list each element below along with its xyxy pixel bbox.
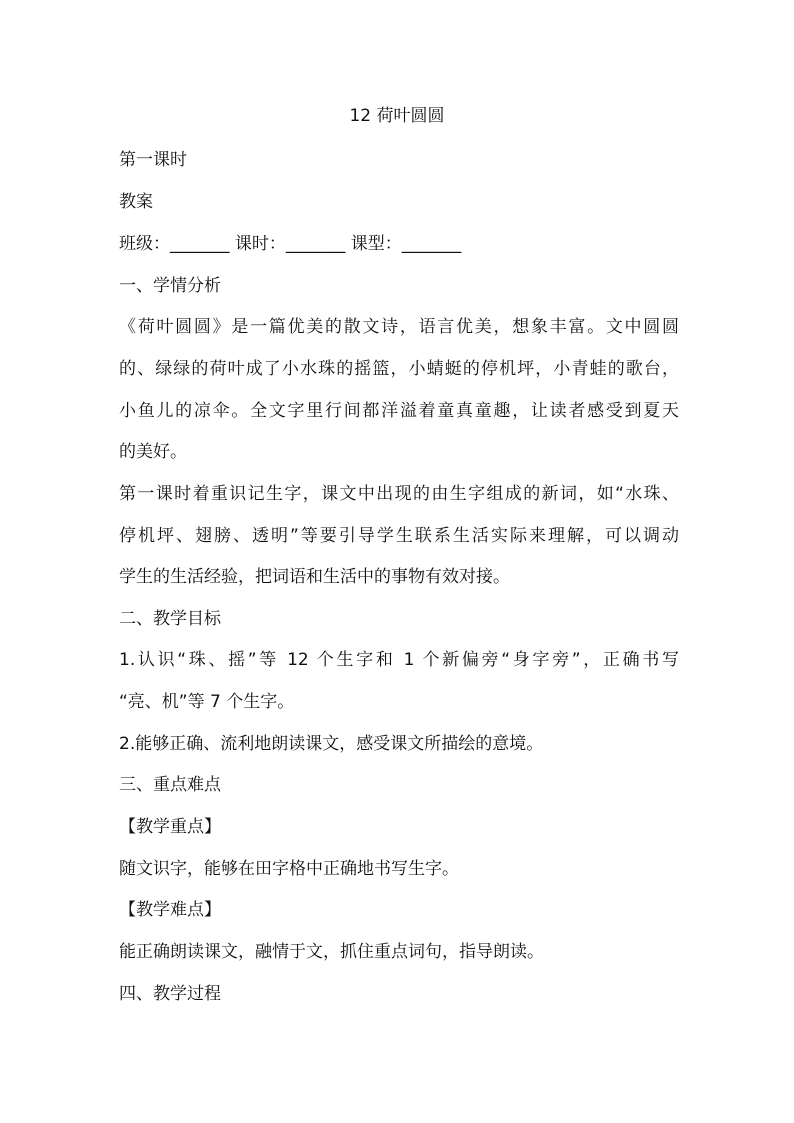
plan-label: 教案 — [119, 192, 153, 212]
analysis-paragraph-line: 的美好。 — [119, 442, 187, 462]
lesson-focus-paragraph-line: 停机坪、翅膀、透明”等要引导学生联系生活实际来理解，可以调动 — [119, 526, 679, 546]
difficulty-label: 【教学难点】 — [119, 900, 221, 920]
section-heading-analysis: 一、学情分析 — [119, 276, 221, 296]
lesson-focus-paragraph-line: 学生的生活经验，把词语和生活中的事物有效对接。 — [119, 567, 510, 587]
goal-item-1-line: 1.认识“珠、摇”等 12 个生字和 1 个新偏旁“身字旁”，正确书写 — [119, 650, 679, 670]
analysis-paragraph-line: 小鱼儿的凉伞。全文字里行间都洋溢着童真童趣，让读者感受到夏天 — [119, 401, 679, 421]
class-meta-line: 班级：_______ 课时：_______ 课型：_______ — [119, 234, 462, 254]
section-heading-goals: 二、教学目标 — [119, 609, 221, 629]
key-point-label: 【教学重点】 — [119, 817, 221, 837]
doc-title: 12 荷叶圆圆 — [349, 106, 445, 126]
goal-item-1-line: “亮、机”等 7 个生字。 — [119, 692, 295, 712]
difficulty-text: 能正确朗读课文，融情于文，抓住重点词句，指导朗读。 — [119, 942, 544, 962]
lesson-label: 第一课时 — [119, 150, 187, 170]
section-heading-key-points: 三、重点难点 — [119, 775, 221, 795]
analysis-paragraph-line: 《荷叶圆圆》是一篇优美的散文诗，语言优美，想象丰富。文中圆圆 — [119, 317, 679, 337]
goal-item-2: 2.能够正确、流利地朗读课文，感受课文所描绘的意境。 — [119, 734, 544, 754]
key-point-text: 随文识字，能够在田字格中正确地书写生字。 — [119, 859, 459, 879]
lesson-focus-paragraph-line: 第一课时着重识记生字，课文中出现的由生字组成的新词，如“水珠、 — [119, 484, 679, 504]
analysis-paragraph-line: 的、绿绿的荷叶成了小水珠的摇篮，小蜻蜓的停机坪，小青蛙的歌台， — [119, 359, 679, 379]
section-heading-process: 四、教学过程 — [119, 984, 221, 1004]
